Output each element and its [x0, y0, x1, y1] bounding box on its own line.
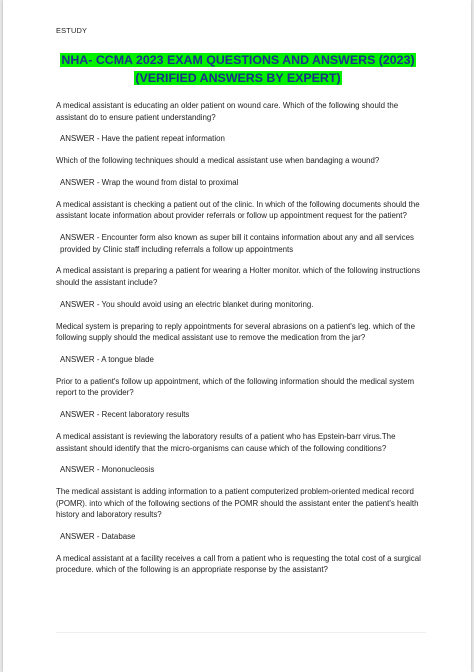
title-line-2 [60, 69, 416, 87]
document-page [3, 0, 471, 672]
answer-6: ANSWER - Recent laboratory results [60, 410, 190, 420]
question-7: A medical assistant is reviewing the laboratory results of a patient who has Epstein-barr virus.The assistant should identify that the micro-organisms can cause which of the following conditions? [56, 431, 396, 453]
question-6: Prior to a patient's follow up appointment, which of the following information should the medical system report to the provider? [56, 376, 415, 398]
answer-1: ANSWER - Have the patient repeat information [60, 134, 225, 144]
answer-7: ANSWER - Mononucleosis [60, 465, 155, 475]
question-9: A medical assistant at a facility receives a call from a patient who is requesting the total cost of a surgical procedure. which of the following is an appropriate response by the assistant? [56, 553, 421, 575]
answer-5: ANSWER - A tongue blade [60, 355, 154, 364]
answer-4: ANSWER - You should avoid using an electric blanket during monitoring. [60, 299, 314, 309]
page-divider [56, 632, 426, 633]
page-header: ESTUDY [56, 26, 88, 35]
qa-content [56, 100, 426, 586]
title-line-2-text: (VERIFIED ANSWERS BY EXPERT) [135, 71, 341, 85]
title-line-1-text: NHA- CCMA 2023 EXAM QUESTIONS AND ANSWERS (2023) [61, 53, 415, 67]
question-1: A medical assistant is educating an older patient on wound care. Which of the following should the assistant do to ensure patient understanding? [56, 101, 399, 122]
title-line-1 [60, 51, 416, 69]
question-5: Medical system is preparing to reply appointments for several abrasions on a patient's leg. which of the following supply should the medical assistant use to remove the medication from the jar? [56, 321, 415, 343]
question-3: A medical assistant is checking a patient out of the clinic. In which of the following documents should the assistant locate information about provider referrals or follow up appointment request for the patient? [56, 199, 420, 221]
question-2: Which of the following techniques should a medical assistant use when bandaging a wound? [56, 156, 380, 166]
document-title [60, 51, 416, 87]
question-8: The medical assistant is adding information to a patient computerized problem-oriented medical record (POMR). into which of the following sections of the POMR should the assistant enter the patient's health history and laboratory results? [56, 487, 419, 520]
question-4: A medical assistant is preparing a patient for wearing a Holter monitor. which of the following instructions should the assistant include? [56, 266, 421, 288]
answer-2: ANSWER - Wrap the wound from distal to proximal [60, 177, 239, 187]
answer-8: ANSWER - Database [60, 532, 136, 542]
answer-3: ANSWER - Encounter form also known as super bill it contains information about any and all services provided by Clinic staff including referrals a follow up appointments [60, 233, 414, 254]
